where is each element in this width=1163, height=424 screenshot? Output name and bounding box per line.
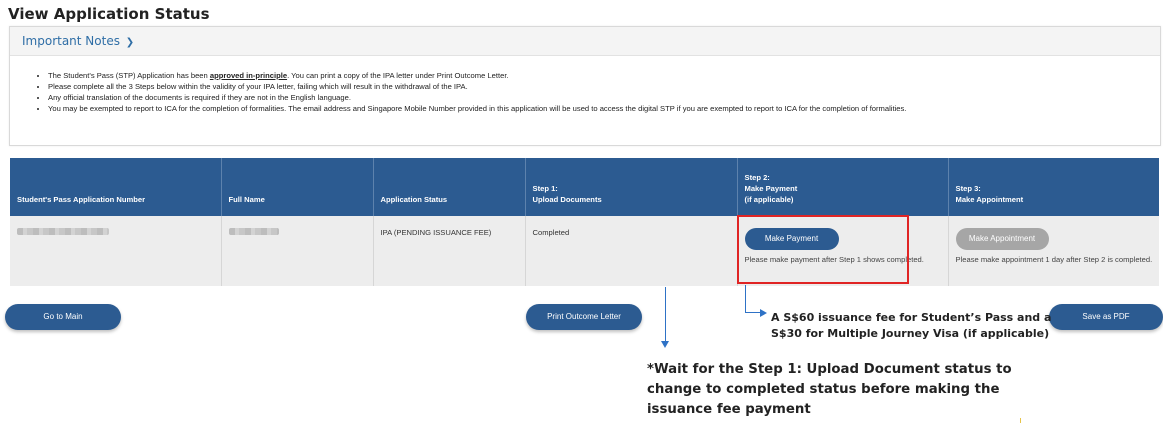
make-payment-button[interactable]: Make Payment: [745, 228, 839, 250]
application-status-table: [10, 158, 1159, 286]
header-step1: [525, 158, 737, 216]
wait-arrow-line: [665, 287, 666, 342]
fee-annotation: [771, 310, 1051, 342]
notes-header: [10, 27, 1160, 56]
header-step2: [737, 158, 948, 216]
appointment-note: Please make appointment 1 day after Step 2 is completed.: [955, 255, 1153, 264]
header-full-name: Full Name: [221, 158, 373, 216]
important-notes-toggle[interactable]: [22, 34, 134, 48]
table-header-row: [10, 158, 1159, 216]
redacted-app-number: [17, 228, 109, 235]
header-step2-title: Step 2:: [744, 173, 770, 182]
payment-note: Please make payment after Step 1 shows completed.: [744, 255, 924, 264]
decorative-mark: [1020, 418, 1021, 423]
header-step1-subtitle: Upload Documents: [532, 195, 602, 204]
notes-list: [10, 70, 1160, 114]
page-title: View Application Status: [8, 5, 210, 23]
cell-full-name: [221, 216, 373, 286]
important-notes-panel: [9, 26, 1161, 146]
header-step3: [948, 158, 1159, 216]
header-step2-subtitle: Make Payment: [744, 184, 798, 193]
save-as-pdf-button[interactable]: Save as PDF: [1049, 304, 1163, 330]
fee-arrow-line: [745, 312, 761, 313]
cell-step2: [737, 216, 948, 286]
approved-emphasis: approved in-principle: [209, 71, 288, 80]
important-notes-label: Important Notes: [22, 34, 120, 48]
header-step1-title: Step 1:: [532, 184, 558, 193]
chevron-down-icon: ❯: [125, 37, 135, 48]
arrow-right-icon: [760, 309, 767, 317]
fee-annotation-line: S$30 for Multiple Journey Visa (if applicable): [771, 327, 1050, 340]
fee-annotation-line: A S$60 issuance fee for Student’s Pass and a: [771, 311, 1052, 324]
make-appointment-button[interactable]: Make Appointment: [956, 228, 1049, 250]
header-app-status: Application Status: [373, 158, 525, 216]
note-item: • You may be exempted to report to ICA for the completion of formalities. The email address and Singapore Mobile Number provided in this application will be used to access the digital STP if you are exempted to report to ICA for the completion of formalities.: [48, 103, 1160, 114]
fee-arrow-line: [745, 285, 746, 313]
note-item: [48, 70, 1160, 81]
table-row: [10, 216, 1159, 286]
print-outcome-letter-button[interactable]: Print Outcome Letter: [526, 304, 642, 330]
note-text: The Student's Pass (STP) Application has been: [48, 71, 210, 80]
cell-app-number: [10, 216, 221, 286]
cell-step3: [948, 216, 1159, 286]
note-text: . You can print a copy of the IPA letter under Print Outcome Letter.: [287, 71, 509, 80]
wait-annotation-line: *Wait for the Step 1: Upload Document status to: [647, 362, 1012, 377]
go-to-main-button[interactable]: Go to Main: [5, 304, 121, 330]
redacted-full-name: [229, 228, 279, 235]
wait-annotation-line: change to completed status before making the: [647, 382, 1000, 397]
header-step3-subtitle: Make Appointment: [955, 195, 1024, 204]
wait-annotation-line: issuance fee payment: [647, 402, 811, 417]
arrow-down-icon: [661, 341, 669, 348]
wait-annotation: [647, 360, 1012, 420]
header-step2-note: (if applicable): [744, 195, 794, 204]
cell-step1-status: Completed: [525, 216, 737, 286]
note-item: • Any official translation of the documents is required if they are not in the English language.: [48, 92, 1160, 103]
note-item: • Please complete all the 3 Steps below within the validity of your IPA letter, failing which will result in the withdrawal of the IPA.: [48, 81, 1160, 92]
cell-app-status: IPA (PENDING ISSUANCE FEE): [373, 216, 525, 286]
header-step3-title: Step 3:: [955, 184, 981, 193]
header-app-number: Student's Pass Application Number: [10, 158, 221, 216]
